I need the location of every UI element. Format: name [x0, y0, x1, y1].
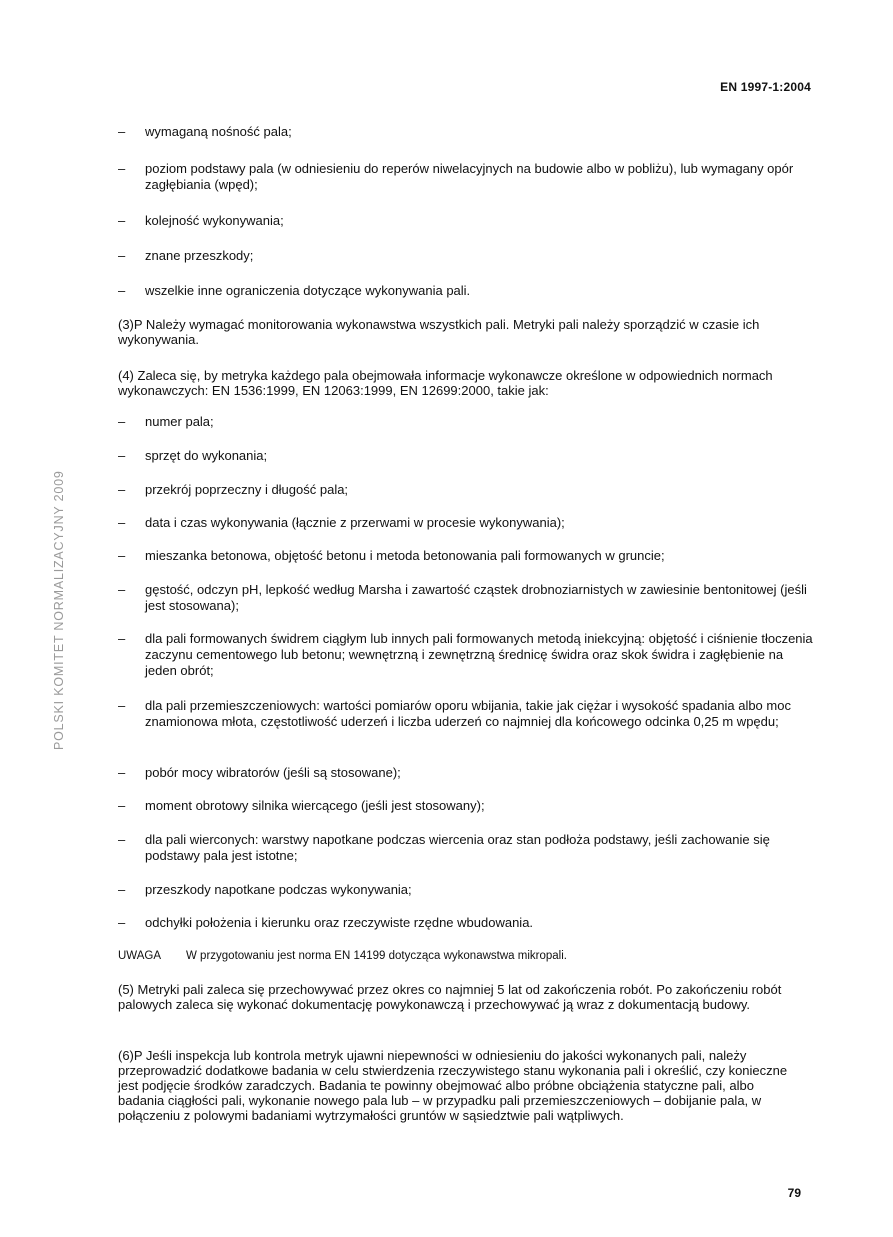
list-item	[118, 124, 818, 140]
dash-bullet: –	[118, 248, 126, 263]
list-item	[118, 448, 818, 464]
list-item-text: przekrój poprzeczny i długość pala;	[145, 482, 349, 497]
list-item	[118, 582, 818, 614]
list-item-text: kolejność wykonywania;	[145, 213, 284, 228]
list-item-text: dla pali formowanych świdrem ciągłym lub innych pali formowanych metodą iniekcyjną: objętość i ciśnienie tłoczenia zaczynu cementowego lub betonu; wewnętrzną i zewnętrzną średnicę świdra oraz skok świdra i zagłębienie na jeden obrót;	[145, 631, 813, 678]
list-item-text: dla pali wierconych: warstwy napotkane podczas wiercenia oraz stan podłoża podstawy, jeśli zachowanie się podstawy pala jest istotne;	[145, 832, 770, 863]
list-item	[118, 631, 818, 679]
list-item	[118, 213, 818, 229]
list-item	[118, 882, 818, 898]
list-item-text: data i czas wykonywania (łącznie z przerwami w procesie wykonywania);	[145, 515, 565, 530]
list-item-text: mieszanka betonowa, objętość betonu i metoda betonowania pali formowanych w gruncie;	[145, 548, 665, 563]
dash-bullet: –	[118, 161, 126, 176]
list-item-text: wszelkie inne ograniczenia dotyczące wykonywania pali.	[145, 283, 471, 298]
list-item-text: poziom podstawy pala (w odniesieniu do reperów niwelacyjnych na budowie albo w pobliżu), lub wymagany opór zagłębiania (wpęd);	[145, 161, 794, 192]
dash-bullet: –	[118, 698, 126, 713]
dash-bullet: –	[118, 582, 126, 597]
dash-bullet: –	[118, 414, 126, 429]
dash-bullet: –	[118, 765, 126, 780]
dash-bullet: –	[118, 832, 126, 847]
list-item	[118, 161, 818, 193]
dash-bullet: –	[118, 882, 126, 897]
note	[118, 949, 798, 963]
list-item-text: gęstość, odczyn pH, lepkość według Marsha i zawartość cząstek drobnoziarnistych w zawiesinie bentonitowej (jeśli jest stosowana);	[145, 582, 807, 613]
note-text: W przygotowaniu jest norma EN 14199 dotycząca wykonawstwa mikropali.	[186, 950, 567, 962]
list-item	[118, 283, 818, 299]
dash-bullet: –	[118, 515, 126, 530]
list-item	[118, 798, 818, 814]
list-item-text: odchyłki położenia i kierunku oraz rzeczywiste rzędne wbudowania.	[145, 915, 534, 930]
list-item-text: przeszkody napotkane podczas wykonywania;	[145, 882, 412, 897]
standard-identifier: EN 1997-1:2004	[720, 80, 811, 94]
paragraph-5: (5) Metryki pali zaleca się przechowywać przez okres co najmniej 5 lat od zakończenia robót. Po zakończeniu robót palowych zaleca się wykonać dokumentację powykonawczą i przechowywać ją wraz z dokumentacją budowy.	[118, 982, 782, 1012]
note-label: UWAGA	[118, 950, 162, 962]
list-item	[118, 414, 818, 430]
list-item	[118, 915, 818, 931]
dash-bullet: –	[118, 482, 126, 497]
list-item-text: pobór mocy wibratorów (jeśli są stosowane);	[145, 765, 401, 780]
dash-bullet: –	[118, 631, 126, 646]
dash-bullet: –	[118, 915, 126, 930]
dash-bullet: –	[118, 448, 126, 463]
list-item	[118, 515, 818, 531]
list-item-text: dla pali przemieszczeniowych: wartości pomiarów oporu wbijania, takie jak ciężar i wysokość spadania albo moc znamionowa młota, częstotliwość uderzeń i liczba uderzeń co najmniej dla końcowego odcinka 0,25 m wpędu;	[145, 698, 791, 729]
list-item	[118, 765, 818, 781]
list-item	[118, 698, 818, 730]
list-item-text: moment obrotowy silnika wiercącego (jeśli jest stosowany);	[145, 798, 485, 813]
dash-bullet: –	[118, 124, 126, 139]
page-number: 79	[787, 1186, 801, 1200]
list-item-text: numer pala;	[145, 414, 214, 429]
paragraph-4: (4) Zaleca się, by metryka każdego pala obejmowała informacje wykonawcze określone w odpowiednich normach wykonawczych: EN 1536:1999, EN 12063:1999, EN 12699:2000, takie jak:	[118, 368, 773, 398]
dash-bullet: –	[118, 548, 126, 563]
dash-bullet: –	[118, 213, 126, 228]
list-item-text: sprzęt do wykonania;	[145, 448, 268, 463]
list-item	[118, 482, 818, 498]
list-item-text: znane przeszkody;	[145, 248, 254, 263]
dash-bullet: –	[118, 798, 126, 813]
list-item	[118, 548, 818, 564]
list-item	[118, 832, 818, 864]
list-item-text: wymaganą nośność pala;	[145, 124, 292, 139]
dash-bullet: –	[118, 283, 126, 298]
paragraph-6: (6)P Jeśli inspekcja lub kontrola metryk ujawni niepewności w odniesieniu do jakości wykonanych pali, należy przeprowadzić dodatkowe badania w celu stwierdzenia rzeczywistego stanu wykonania pali i określić, czy konieczne jest podjęcie środków zaradczych. Badania te powinny obejmować albo próbne obciążenia statyczne pali, albo badania ciągłości pali, wykonanie nowego pala lub – w przypadku pali przemieszczeniowych – dobijanie pala, w połączeniu z polowymi badaniami wytrzymałości gruntów w sąsiedztwie pali wątpliwych.	[118, 1048, 788, 1123]
list-item	[118, 248, 818, 264]
paragraph-3: (3)P Należy wymagać monitorowania wykonawstwa wszystkich pali. Metryki pali należy sporządzić w czasie ich wykonywania.	[118, 317, 760, 347]
side-watermark: POLSKI KOMITET NORMALIZACYJNY 2009	[52, 470, 66, 750]
